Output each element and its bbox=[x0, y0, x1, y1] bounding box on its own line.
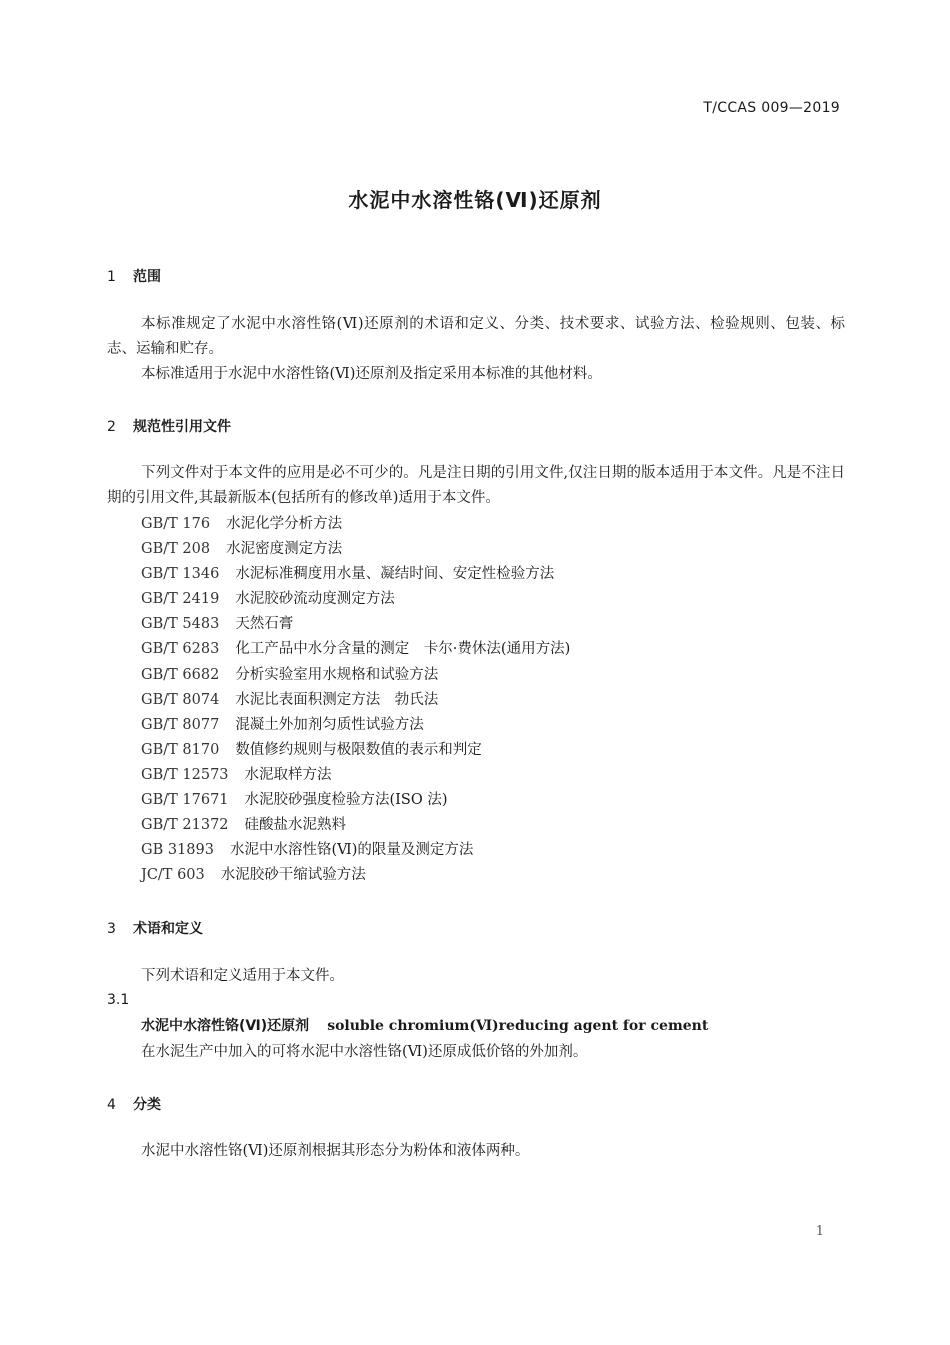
reference-code: JC/T 603 bbox=[141, 867, 205, 884]
reference-item bbox=[141, 813, 570, 838]
reference-title: 水泥化学分析方法 bbox=[226, 516, 343, 532]
reference-item bbox=[141, 763, 570, 788]
section-1-heading bbox=[107, 266, 161, 286]
reference-code: GB/T 6682 bbox=[141, 666, 220, 683]
reference-item bbox=[141, 562, 570, 587]
reference-title: 水泥中水溶性铬(Ⅵ)的限量及测定方法 bbox=[229, 842, 474, 859]
reference-title: 混凝土外加剂匀质性试验方法 bbox=[235, 716, 424, 733]
reference-title: 水泥标准稠度用水量、凝结时间、安定性检验方法 bbox=[235, 566, 555, 583]
section-title: 分类 bbox=[133, 1097, 161, 1113]
reference-item bbox=[141, 537, 570, 562]
reference-code: GB/T 5483 bbox=[141, 616, 220, 633]
reference-item bbox=[141, 612, 570, 637]
reference-title: 水泥比表面积测定方法 勃氏法 bbox=[235, 691, 439, 708]
normative-refs-intro: 下列文件对于本文件的应用是必不可少的。凡是注日期的引用文件,仅注日期的版本适用于本文件。凡是不注日期的引用文件,其最新版本(包括所有的修改单)适用于本文件。 bbox=[107, 465, 845, 506]
reference-item bbox=[141, 788, 570, 813]
page-number: 1 bbox=[815, 1224, 824, 1239]
reference-code: GB/T 8077 bbox=[141, 716, 220, 733]
reference-title: 水泥胶砂强度检验方法(ISO 法) bbox=[244, 792, 448, 809]
reference-code: GB/T 6283 bbox=[141, 641, 220, 658]
reference-title: 水泥胶砂流动度测定方法 bbox=[235, 591, 395, 608]
reference-code: GB/T 8074 bbox=[141, 691, 220, 708]
terms-intro: 下列术语和定义适用于本文件。 bbox=[141, 968, 344, 984]
section-4-heading bbox=[107, 1094, 161, 1114]
section-number: 1 bbox=[107, 269, 116, 285]
section-title: 范围 bbox=[133, 269, 161, 285]
reference-item bbox=[141, 688, 570, 713]
reference-code: GB/T 2419 bbox=[141, 591, 220, 608]
reference-item bbox=[141, 587, 570, 612]
reference-list bbox=[141, 512, 570, 888]
reference-title: 水泥密度测定方法 bbox=[226, 541, 343, 558]
reference-code: GB/T 21372 bbox=[141, 817, 229, 834]
classification-paragraph: 水泥中水溶性铬(Ⅵ)还原剂根据其形态分为粉体和液体两种。 bbox=[141, 1143, 530, 1159]
reference-item bbox=[141, 713, 570, 738]
section-number: 4 bbox=[107, 1097, 116, 1113]
term-heading bbox=[141, 1015, 708, 1035]
reference-code: GB/T 12573 bbox=[141, 766, 229, 783]
term-definition: 在水泥生产中加入的可将水泥中水溶性铬(Ⅵ)还原成低价铬的外加剂。 bbox=[141, 1044, 588, 1060]
document-title: 水泥中水溶性铬(Ⅵ)还原剂 bbox=[348, 188, 602, 212]
term-chinese: 水泥中水溶性铬(Ⅵ)还原剂 bbox=[141, 1018, 310, 1034]
reference-title: 水泥取样方法 bbox=[244, 766, 332, 783]
scope-paragraph-1: 本标准规定了水泥中水溶性铬(Ⅵ)还原剂的术语和定义、分类、技术要求、试验方法、检验规则、包装、标志、运输和贮存。 bbox=[107, 316, 845, 357]
section-number: 2 bbox=[107, 419, 116, 435]
reference-item bbox=[141, 512, 570, 537]
standard-code: T/CCAS 009—2019 bbox=[703, 100, 840, 116]
section-3-heading bbox=[107, 918, 203, 938]
reference-title: 数值修约规则与极限数值的表示和判定 bbox=[235, 741, 482, 758]
reference-title: 化工产品中水分含量的测定 卡尔·费休法(通用方法) bbox=[235, 641, 571, 658]
section-title: 规范性引用文件 bbox=[133, 419, 231, 435]
reference-item bbox=[141, 637, 570, 662]
section-number: 3 bbox=[107, 921, 116, 937]
reference-code: GB/T 8170 bbox=[141, 741, 220, 758]
reference-code: GB/T 208 bbox=[141, 541, 211, 558]
reference-item bbox=[141, 838, 570, 863]
reference-title: 天然石膏 bbox=[235, 616, 294, 633]
reference-item bbox=[141, 663, 570, 688]
reference-code: GB/T 1346 bbox=[141, 566, 220, 583]
scope-paragraph-2: 本标准适用于水泥中水溶性铬(Ⅵ)还原剂及指定采用本标准的其他材料。 bbox=[141, 366, 602, 382]
section-title: 术语和定义 bbox=[133, 921, 203, 937]
reference-item bbox=[141, 863, 570, 888]
section-2-heading bbox=[107, 416, 231, 436]
reference-title: 分析实验室用水规格和试验方法 bbox=[235, 666, 439, 683]
reference-code: GB 31893 bbox=[141, 842, 214, 859]
reference-title: 硅酸盐水泥熟料 bbox=[244, 817, 347, 834]
reference-item bbox=[141, 738, 570, 763]
reference-code: GB/T 176 bbox=[141, 516, 211, 532]
term-english: soluble chromium(Ⅵ)reducing agent for cement bbox=[327, 1018, 709, 1034]
reference-title: 水泥胶砂干缩试验方法 bbox=[220, 867, 366, 884]
reference-code: GB/T 17671 bbox=[141, 792, 229, 809]
term-number: 3.1 bbox=[107, 992, 130, 1008]
